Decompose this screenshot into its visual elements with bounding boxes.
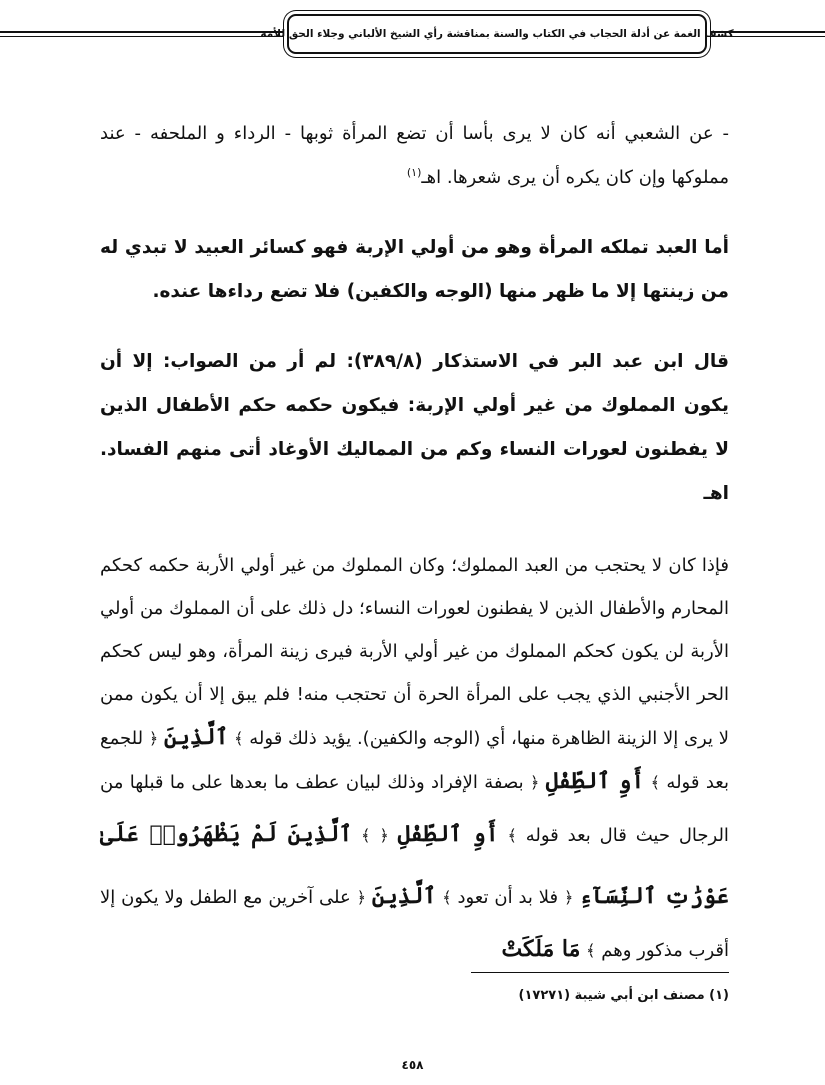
paragraph-ibn-abd-al-barr: قال ابن عبد البر في الاستذكار (٣٨٩/٨): لم أر من الصواب: إلا أن يكون المملوك من غير أولي الإربة: فيكون حكمه حكم الأطفال الذين لا يفطنون لعورات النساء وكم من المماليك الأوغاد أتى منهم الفساد. اهـ	[100, 351, 729, 504]
page-number: ٤٥٨	[401, 1058, 424, 1072]
quran-quote: أَوِ ٱلطِّفْلِ	[397, 821, 499, 847]
quran-quote: ٱلَّذِينَ	[163, 724, 229, 750]
quran-quote: ٱلَّذِينَ	[371, 883, 437, 909]
page-body	[100, 112, 729, 972]
ornate-bracket-open: ﴾	[234, 729, 244, 748]
ornate-bracket-close: ﴿	[530, 773, 540, 792]
ornate-bracket-open: ﴾	[650, 773, 661, 792]
ornate-bracket-close: ﴿	[379, 826, 389, 845]
footnote-ref[interactable]: (١)	[406, 166, 422, 179]
ornate-bracket-open: ﴾	[442, 888, 452, 907]
paragraph-argument: فإذا كان لا يحتجب من العبد المملوك؛ وكان المملوك من غير أولي الأربة حكمه كحكم المحارم والأطفال الذين لا يفطنون لعورات النساء؛ دل ذلك على أن المملوك من أولي الأربة لن يكون كحكم المملوك من غير أولي الأربة فيرى زينة المرأة، وهو ليس كحكم الحر الأجنبي الذي يجب على المرأة الحرة أن تحتجب منه! فلم يبق إلا أن يكون ممن لا يرى إلا الزينة الظاهرة منها، أي (الوجه والكفين). يؤيد ذلك قوله ﴾ ٱلَّذِينَ ﴿ للجمع بعد قوله ﴾ أَوِ ٱلطِّفْلِ ﴿ بصفة الإفراد وذلك لبيان عطف ما بعدها على ما قبلها من الرجال حيث قال بعد قوله ﴾ أَوِ ٱلطِّفْلِ ﴿ ﴾ ٱلَّذِينَ لَمْ يَظْهَرُوا۟ عَلَىٰ عَوْرَٰتِ ٱلنِّسَآءِ ﴿ فلا بد أن تعود ﴾ ٱلَّذِينَ ﴿ على آخرين مع الطفل ولا يكون إلا أقرب مذكور وهم ﴾ مَا مَلَكَتْ	[100, 555, 729, 962]
ornate-bracket-open: ﴾	[586, 941, 596, 960]
running-title: كشف الغمة عن أدلة الحجاب في الكتاب والسنة بمناقشة رأي الشيخ الألباني وجلاء الحق للأمة	[260, 28, 734, 40]
ornate-bracket-close: ﴿	[356, 888, 366, 907]
ornate-bracket-close: ﴿	[148, 729, 159, 748]
paragraph-shabi: - عن الشعبي أنه كان لا يرى بأسا أن تضع المرأة ثوبها - الرداء و الملحفه - عند مملوكها وإن كان يكره أن يرى شعرها. اهـ$^{(١)}$	[100, 123, 729, 188]
quran-quote: ٱلَّذِينَ لَمْ يَظْهَرُوا۟ عَلَىٰ عَوْرَٰتِ ٱلنِّسَآءِ	[100, 821, 729, 909]
quran-quote: أَوِ ٱلطِّفْلِ	[545, 768, 645, 794]
footnote-separator	[471, 972, 729, 973]
ornate-bracket-close: ﴿	[564, 888, 574, 907]
footnote: (١) مصنف ابن أبي شيبة (١٧٢٧١)	[518, 988, 729, 1003]
quran-quote: مَا مَلَكَتْ	[501, 936, 581, 962]
running-header	[260, 14, 734, 54]
paragraph-slave-owner: أما العبد تملكه المرأة وهو من أولي الإربة فهو كسائر العبيد لا تبدي له من زينتها إلا ما ظهر منها (الوجه والكفين) فلا تضع رداءها عنده.	[100, 237, 729, 302]
ornate-bracket-open: ﴾	[361, 826, 371, 845]
ornate-bracket-open: ﴾	[507, 826, 517, 845]
